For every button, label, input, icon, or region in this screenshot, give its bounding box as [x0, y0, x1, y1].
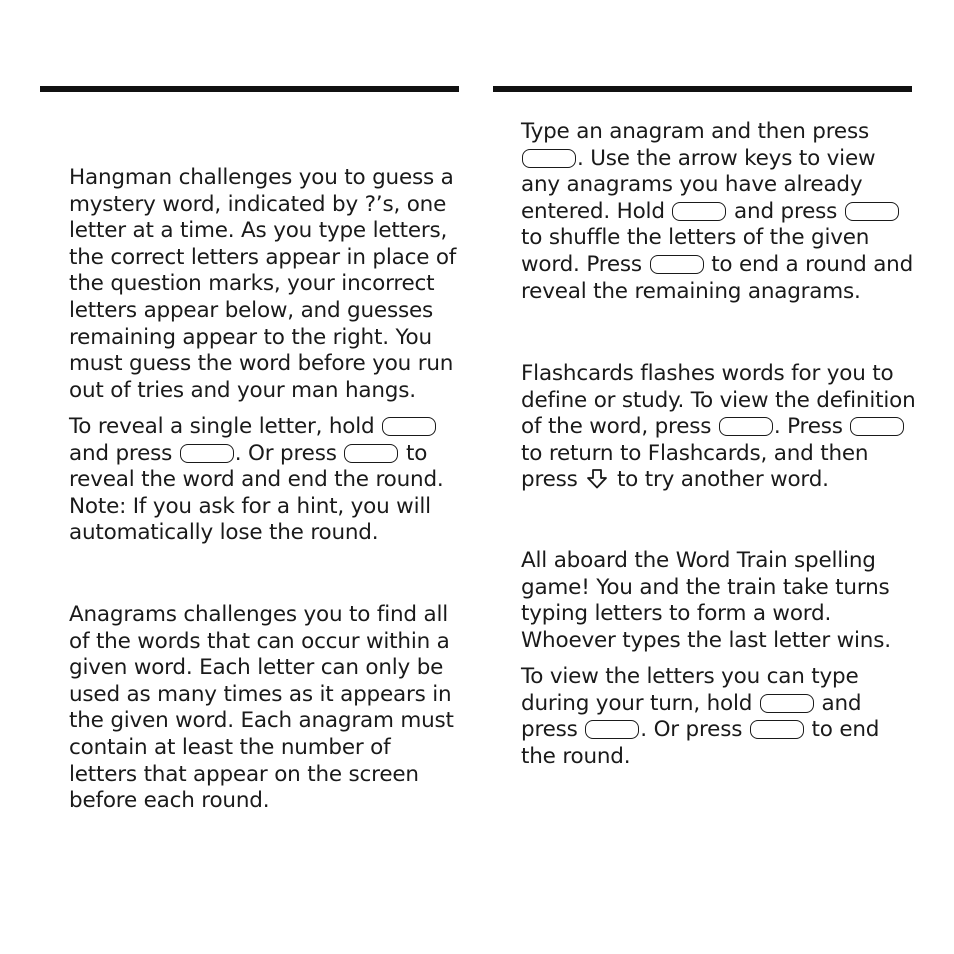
- anagrams-continued-section: [521, 119, 916, 305]
- word-train-description: All aboard the Word Train spelling game! You and the train take turns typing letters to form a word. Whoever types the last letter wins.: [521, 548, 891, 653]
- flashcards-description: Flashcards flashes words for you to define or study. To view the definition of the word, press . Press to return to Flashcards, and then press to try another word.: [521, 361, 916, 493]
- word-train-section: [521, 548, 916, 654]
- anagrams-description: Anagrams challenges you to find all of the words that can occur within a given word. Each letter can only be used as many times as it appears in the given word. Each anagram must contain at least the number of letters that appear on the screen before each round.: [69, 602, 454, 814]
- flashcards-section: [521, 361, 916, 494]
- key-button-icon: [760, 694, 814, 713]
- word-train-hint-text: To view the letters you can type during your turn, hold and press . Or press to end the round.: [521, 664, 880, 769]
- word-train-hint-section: [521, 664, 916, 770]
- key-button-icon: [672, 202, 726, 221]
- left-header-rule: [40, 86, 459, 92]
- hangman-hint-section: [69, 414, 464, 547]
- key-button-icon: [382, 417, 436, 436]
- hangman-hint-text: To reveal a single letter, hold and press . Or press to reveal the word and end the round. Note: If you ask for a hint, you will automatically lose the round.: [69, 414, 444, 546]
- down-arrow-icon: [586, 469, 608, 489]
- right-header-rule: [493, 86, 912, 92]
- hangman-description: Hangman challenges you to guess a mystery word, indicated by ?’s, one letter at a time. As you type letters, the correct letters appear in place of the question marks, your incorrect letters appear below, and guesses remaining appear to the right. You must guess the word before you run out of tries and your man hangs.: [69, 165, 457, 403]
- key-button-icon: [845, 202, 899, 221]
- anagrams-section: [69, 602, 464, 815]
- key-button-icon: [650, 255, 704, 274]
- anagrams-instructions: Type an anagram and then press . Use the arrow keys to view any anagrams you have already entered. Hold and press to shuffle the letters of the given word. Press to end a round and reveal the remaining anagrams.: [521, 119, 914, 304]
- key-button-icon: [522, 149, 576, 168]
- hangman-section: [69, 165, 464, 404]
- key-button-icon: [850, 417, 904, 436]
- key-button-icon: [180, 444, 234, 463]
- key-button-icon: [719, 417, 773, 436]
- key-button-icon: [585, 720, 639, 739]
- key-button-icon: [750, 720, 804, 739]
- key-button-icon: [344, 444, 398, 463]
